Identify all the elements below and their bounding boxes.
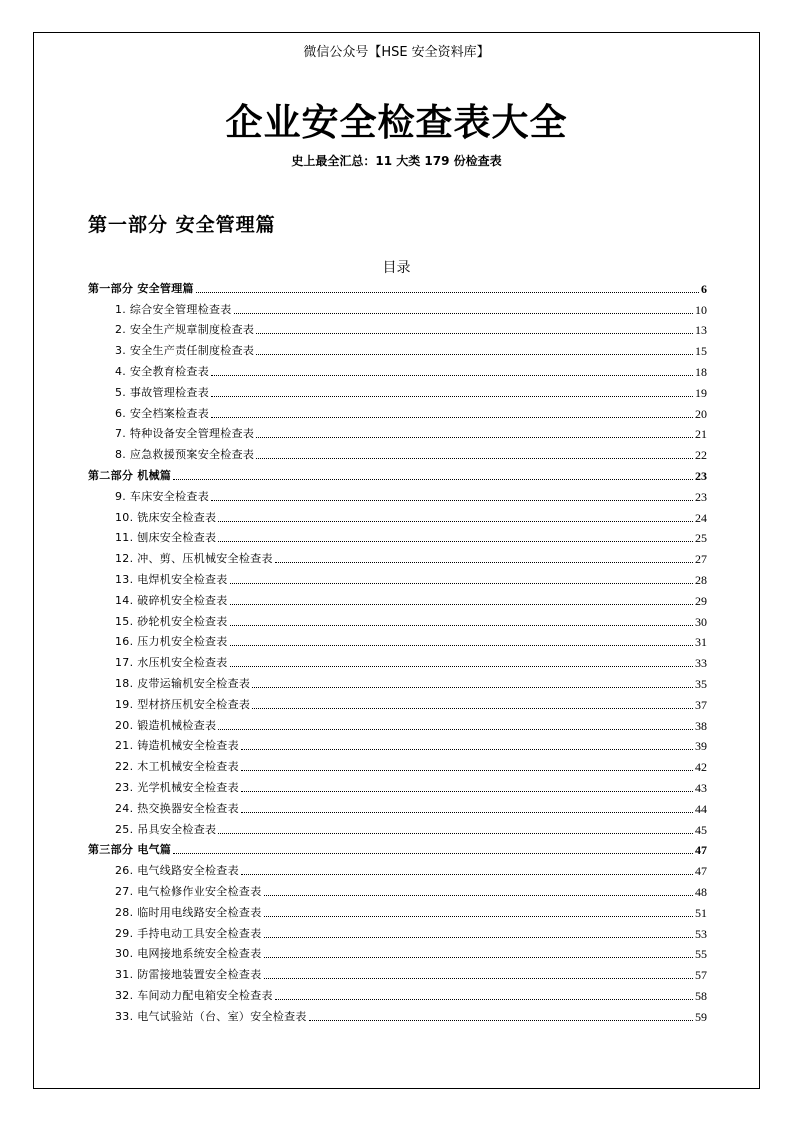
table-of-contents (88, 275, 707, 1024)
toc-entry-page: 10 (695, 302, 707, 317)
toc-entry-page: 18 (695, 364, 707, 379)
toc-entry[interactable] (88, 566, 707, 587)
toc-entry[interactable] (88, 587, 707, 608)
toc-dot-leader (234, 313, 693, 314)
header-source: 微信公众号【HSE 安全资料库】 (303, 45, 490, 60)
toc-dot-leader (196, 292, 699, 293)
toc-entry-page: 15 (695, 344, 707, 359)
toc-entry-label: 11. 刨床安全检查表 (115, 531, 217, 545)
toc-entry-page: 25 (695, 531, 707, 546)
toc-entry-page: 48 (695, 884, 707, 899)
toc-entry-label: 14. 破碎机安全检查表 (115, 593, 228, 607)
toc-entry[interactable] (88, 525, 707, 546)
toc-title: 目录 (382, 260, 411, 276)
toc-entry-label: 18. 皮带运输机安全检查表 (115, 676, 251, 690)
toc-dot-leader (211, 375, 693, 376)
toc-entry-page: 20 (695, 406, 707, 421)
toc-entry-page: 23 (695, 468, 707, 483)
toc-entry-page: 43 (695, 780, 707, 795)
toc-dot-leader (230, 583, 693, 584)
toc-dot-leader (230, 604, 693, 605)
toc-entry-page: 21 (695, 427, 707, 442)
toc-entry-label: 21. 铸造机械安全检查表 (115, 739, 239, 753)
toc-dot-leader (241, 812, 693, 813)
toc-dot-leader (241, 791, 693, 792)
toc-dot-leader (211, 500, 693, 501)
toc-part-entry[interactable] (88, 837, 707, 858)
toc-entry-page: 37 (695, 697, 707, 712)
toc-entry[interactable] (88, 358, 707, 379)
toc-entry-page: 33 (695, 656, 707, 671)
toc-entry-label: 28. 临时用电线路安全检查表 (115, 905, 262, 919)
toc-entry-label: 10. 铣床安全检查表 (115, 510, 217, 524)
toc-dot-leader (218, 521, 693, 522)
toc-entry[interactable] (88, 421, 707, 442)
toc-entry-page: 57 (695, 968, 707, 983)
toc-entry[interactable] (88, 920, 707, 941)
toc-entry-page: 38 (695, 718, 707, 733)
toc-entry-page: 45 (695, 822, 707, 837)
toc-part-entry[interactable] (88, 275, 707, 296)
toc-entry-label: 16. 压力机安全检查表 (115, 635, 228, 649)
toc-entry-label: 12. 冲、剪、压机械安全检查表 (115, 552, 273, 566)
toc-entry[interactable] (88, 441, 707, 462)
toc-entry[interactable] (88, 400, 707, 421)
toc-entry-label: 33. 电气试验站（台、室）安全检查表 (115, 1009, 307, 1023)
toc-dot-leader (241, 874, 693, 875)
toc-entry-page: 22 (695, 448, 707, 463)
toc-entry-label: 9. 车床安全检查表 (115, 489, 209, 503)
toc-entry-label: 1. 综合安全管理检查表 (115, 302, 232, 316)
toc-entry-page: 47 (695, 864, 707, 879)
toc-dot-leader (309, 1020, 693, 1021)
toc-dot-leader (264, 957, 694, 958)
toc-entry[interactable] (88, 337, 707, 358)
toc-entry[interactable] (88, 483, 707, 504)
toc-entry-page: 47 (695, 843, 707, 858)
toc-entry-page: 6 (701, 281, 707, 296)
toc-entry-label: 2. 安全生产规章制度检查表 (115, 323, 255, 337)
toc-entry-page: 58 (695, 988, 707, 1003)
toc-dot-leader (256, 437, 693, 438)
toc-dot-leader (252, 687, 693, 688)
toc-dot-leader (264, 937, 694, 938)
toc-entry[interactable] (88, 816, 707, 837)
toc-entry[interactable] (88, 899, 707, 920)
toc-dot-leader (218, 541, 693, 542)
toc-entry-label: 25. 吊具安全检查表 (115, 822, 217, 836)
toc-entry-label: 13. 电焊机安全检查表 (115, 572, 228, 586)
toc-entry[interactable] (88, 691, 707, 712)
toc-entry-page: 28 (695, 572, 707, 587)
document-subtitle: 史上最全汇总：11 大类 179 份检查表 (291, 154, 502, 168)
toc-entry[interactable] (88, 857, 707, 878)
toc-dot-leader (211, 396, 693, 397)
toc-entry[interactable] (88, 878, 707, 899)
toc-entry-page: 29 (695, 593, 707, 608)
toc-dot-leader (241, 770, 693, 771)
toc-entry-page: 31 (695, 635, 707, 650)
toc-entry-page: 44 (695, 801, 707, 816)
toc-entry-page: 19 (695, 385, 707, 400)
toc-entry[interactable] (88, 317, 707, 338)
toc-entry-page: 30 (695, 614, 707, 629)
toc-dot-leader (230, 625, 693, 626)
toc-dot-leader (230, 666, 693, 667)
toc-entry[interactable] (88, 795, 707, 816)
toc-entry-page: 53 (695, 926, 707, 941)
toc-entry-label: 32. 车间动力配电箱安全检查表 (115, 988, 273, 1002)
toc-dot-leader (211, 417, 693, 418)
toc-entry-label: 6. 安全档案检查表 (115, 406, 209, 420)
toc-entry-label: 29. 手持电动工具安全检查表 (115, 926, 262, 940)
toc-entry[interactable] (88, 712, 707, 733)
document-title: 企业安全检查表大全 (225, 101, 568, 144)
toc-entry[interactable] (88, 670, 707, 691)
toc-entry-label: 4. 安全教育检查表 (115, 364, 209, 378)
toc-dot-leader (173, 853, 693, 854)
toc-entry-label: 第三部分 电气篇 (88, 843, 172, 857)
part-heading: 第一部分 安全管理篇 (88, 214, 276, 236)
toc-entry-page: 51 (695, 905, 707, 920)
toc-entry[interactable] (88, 504, 707, 525)
toc-entry-label: 20. 锻造机械检查表 (115, 718, 217, 732)
toc-entry[interactable] (88, 629, 707, 650)
toc-dot-leader (275, 562, 693, 563)
toc-entry[interactable] (88, 608, 707, 629)
toc-dot-leader (241, 749, 693, 750)
toc-dot-leader (252, 708, 693, 709)
toc-entry[interactable] (88, 733, 707, 754)
toc-entry-label: 31. 防雷接地装置安全检查表 (115, 968, 262, 982)
toc-entry[interactable] (88, 1003, 707, 1024)
toc-entry-label: 19. 型材挤压机安全检查表 (115, 697, 251, 711)
toc-entry-label: 24. 热交换器安全检查表 (115, 801, 239, 815)
toc-entry[interactable] (88, 961, 707, 982)
toc-entry[interactable] (88, 753, 707, 774)
toc-dot-leader (256, 354, 693, 355)
toc-dot-leader (230, 645, 693, 646)
toc-dot-leader (264, 895, 694, 896)
toc-entry-label: 22. 木工机械安全检查表 (115, 760, 239, 774)
toc-dot-leader (218, 833, 693, 834)
toc-entry-label: 第二部分 机械篇 (88, 468, 172, 482)
toc-entry-label: 17. 水压机安全检查表 (115, 656, 228, 670)
toc-entry-page: 35 (695, 676, 707, 691)
toc-entry-label: 8. 应急救援预案安全检查表 (115, 448, 255, 462)
toc-entry[interactable] (88, 774, 707, 795)
toc-entry-label: 7. 特种设备安全管理检查表 (115, 427, 255, 441)
toc-part-entry[interactable] (88, 462, 707, 483)
toc-entry-label: 30. 电网接地系统安全检查表 (115, 947, 262, 961)
toc-entry-page: 39 (695, 739, 707, 754)
toc-dot-leader (264, 916, 694, 917)
toc-dot-leader (275, 999, 693, 1000)
toc-entry-label: 27. 电气检修作业安全检查表 (115, 884, 262, 898)
toc-dot-leader (264, 978, 694, 979)
toc-entry[interactable] (88, 296, 707, 317)
toc-entry[interactable] (88, 379, 707, 400)
toc-entry-label: 23. 光学机械安全检查表 (115, 780, 239, 794)
toc-dot-leader (256, 458, 693, 459)
toc-entry-page: 59 (695, 1009, 707, 1024)
toc-entry-label: 3. 安全生产责任制度检查表 (115, 344, 255, 358)
toc-entry-label: 5. 事故管理检查表 (115, 385, 209, 399)
toc-entry-page: 55 (695, 947, 707, 962)
toc-entry[interactable] (88, 649, 707, 670)
toc-dot-leader (173, 479, 693, 480)
toc-entry-page: 24 (695, 510, 707, 525)
toc-dot-leader (256, 333, 693, 334)
toc-entry-label: 26. 电气线路安全检查表 (115, 864, 239, 878)
toc-entry[interactable] (88, 941, 707, 962)
toc-entry[interactable] (88, 982, 707, 1003)
toc-entry-page: 13 (695, 323, 707, 338)
toc-entry-page: 27 (695, 552, 707, 567)
toc-entry[interactable] (88, 545, 707, 566)
toc-entry-label: 15. 砂轮机安全检查表 (115, 614, 228, 628)
toc-entry-page: 23 (695, 489, 707, 504)
toc-entry-label: 第一部分 安全管理篇 (88, 281, 194, 295)
toc-entry-page: 42 (695, 760, 707, 775)
toc-dot-leader (218, 729, 693, 730)
